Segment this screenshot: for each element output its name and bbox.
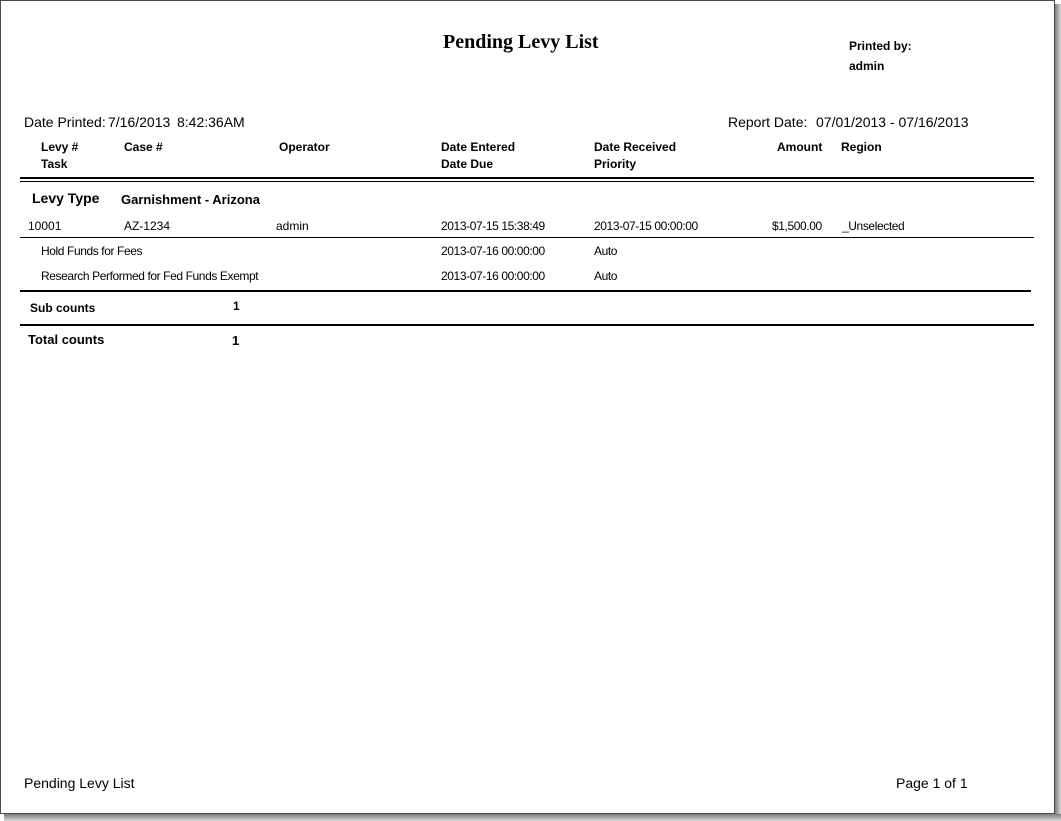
column-header-priority: Priority [594,157,637,171]
task-name: Hold Funds for Fees [41,244,143,258]
row-divider [20,237,1034,238]
footer-page-number: Page 1 of 1 [896,775,968,791]
report-date-value: 07/01/2013 - 07/16/2013 [816,114,969,130]
task-priority: Auto [594,244,618,258]
task-priority: Auto [594,269,618,283]
column-header-date-due: Date Due [441,157,494,171]
printed-by-label: Printed by: [849,39,912,53]
column-header-date-received: Date Received [594,140,677,154]
case-number: AZ-1234 [124,219,171,233]
report-title: Pending Levy List [443,31,599,53]
printed-by-value: admin [849,59,885,73]
date-received: 2013-07-15 00:00:00 [594,219,698,233]
region: _Unselected [842,219,905,233]
column-header-levy-no: Levy # [41,140,79,154]
sub-counts-value: 1 [233,299,240,313]
header-divider-bottom [20,181,1034,182]
column-header-case-no: Case # [124,140,163,154]
column-header-amount: Amount [777,140,823,154]
sub-counts-label: Sub counts [30,301,96,315]
date-printed-time: 8:42:36AM [177,114,245,130]
total-counts-value: 1 [232,333,240,348]
operator: admin [276,219,309,233]
column-header-task: Task [41,157,68,171]
task-name: Research Performed for Fed Funds Exempt [41,269,259,283]
group-value: Garnishment - Arizona [121,192,260,207]
total-counts-label: Total counts [28,332,105,347]
report-date-label: Report Date: [728,114,808,130]
levy-number: 10001 [28,219,62,233]
page-shadow-bottom [4,814,1061,821]
column-header-region: Region [841,140,882,154]
column-header-operator: Operator [279,140,330,154]
group-label: Levy Type [32,190,100,206]
page-shadow-right [1055,4,1061,821]
amount: $1,500.00 [772,219,822,233]
header-divider-top [20,177,1034,179]
column-header-date-entered: Date Entered [441,140,516,154]
task-date-due: 2013-07-16 00:00:00 [441,269,545,283]
subcount-divider [20,290,1031,292]
date-printed-date: 7/16/2013 [108,114,171,130]
task-date-due: 2013-07-16 00:00:00 [441,244,545,258]
total-divider [20,324,1034,326]
date-entered: 2013-07-15 15:38:49 [441,219,545,233]
footer-report-name: Pending Levy List [24,775,135,791]
date-printed-label: Date Printed: [24,114,106,130]
